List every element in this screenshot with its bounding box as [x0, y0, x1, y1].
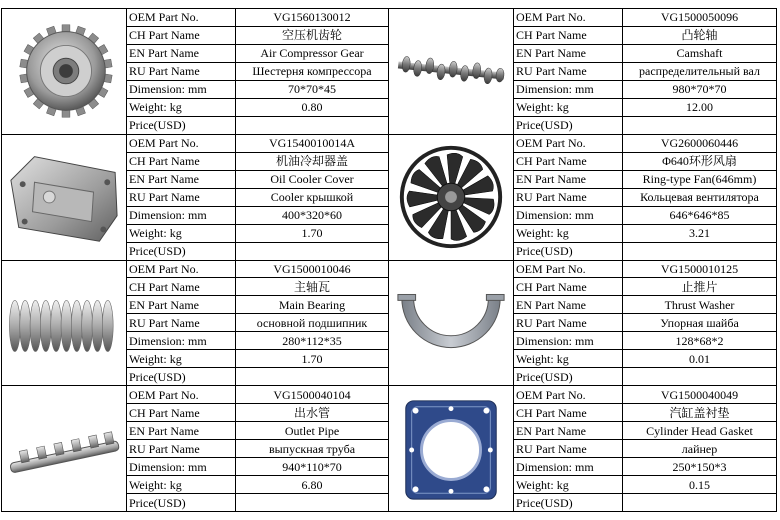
label-en: EN Part Name: [127, 171, 236, 188]
row-dim: [514, 332, 776, 350]
value-dim: 128*68*2: [675, 333, 724, 348]
value-ru: распределительный вал: [639, 64, 760, 79]
value-oem: VG1560130012: [273, 10, 351, 25]
label-oem: OEM Part No.: [514, 261, 623, 278]
value-weight: 1.70: [301, 351, 323, 366]
value-price: [236, 243, 388, 260]
value-en: Cylinder Head Gasket: [646, 423, 753, 438]
row-en: [127, 296, 388, 314]
thrust-washer-icon: [392, 268, 510, 378]
value-price: [623, 494, 776, 511]
row-ru: [514, 189, 776, 207]
value-oem: VG1500040049: [660, 387, 739, 402]
parts-grid: [2, 9, 777, 512]
value-weight: 3.21: [689, 226, 710, 241]
value-ch: 空压机齿轮: [281, 28, 342, 43]
label-oem: OEM Part No.: [514, 386, 623, 403]
value-ch: Φ640环形风扇: [662, 154, 737, 169]
row-price: [514, 494, 776, 511]
value-weight: 0.01: [689, 351, 710, 366]
row-oem: [127, 386, 388, 404]
row-oem: [514, 9, 776, 27]
row-price: [127, 117, 388, 134]
part-card: [388, 8, 777, 135]
row-dim: [127, 458, 388, 476]
value-oem: VG1500040104: [273, 387, 351, 402]
row-oem: [514, 386, 776, 404]
outlet-pipe-icon: [5, 394, 123, 504]
row-dim: [514, 81, 776, 99]
value-en: Ring-type Fan(646mm): [642, 172, 757, 187]
label-ch: CH Part Name: [514, 153, 623, 170]
value-dim: 70*70*45: [288, 82, 336, 97]
value-oem: VG1500010125: [660, 261, 739, 276]
row-oem: [514, 135, 776, 153]
row-dim: [514, 207, 776, 225]
part-card: [388, 134, 777, 261]
row-ru: [514, 440, 776, 458]
row-en: [514, 296, 776, 314]
row-ru: [127, 189, 388, 207]
row-price: [514, 117, 776, 134]
row-ru: [127, 63, 388, 81]
label-weight: Weight: kg: [127, 350, 236, 367]
row-weight: [514, 350, 776, 368]
label-weight: Weight: kg: [514, 99, 623, 116]
value-weight: 6.80: [301, 477, 323, 492]
row-price: [127, 494, 388, 511]
part-card: [1, 385, 389, 512]
label-ru: RU Part Name: [127, 314, 236, 331]
row-oem: [514, 261, 776, 279]
value-price: [236, 494, 388, 511]
label-dim: Dimension: mm: [127, 81, 236, 98]
value-dim: 280*112*35: [282, 333, 342, 348]
value-ru: основной подшипник: [256, 315, 368, 330]
row-dim: [127, 207, 388, 225]
row-en: [514, 45, 776, 63]
label-weight: Weight: kg: [127, 225, 236, 242]
label-weight: Weight: kg: [514, 225, 623, 242]
row-ch: [514, 153, 776, 171]
label-dim: Dimension: mm: [127, 458, 236, 475]
label-price: Price(USD): [514, 368, 623, 385]
part-image: [2, 386, 127, 511]
label-en: EN Part Name: [514, 422, 623, 439]
label-oem: OEM Part No.: [127, 386, 236, 403]
label-en: EN Part Name: [514, 171, 623, 188]
row-dim: [127, 332, 388, 350]
label-ch: CH Part Name: [514, 27, 623, 44]
row-price: [127, 368, 388, 385]
value-ru: Кольцевая вентилятора: [640, 190, 759, 205]
part-image: [389, 9, 514, 134]
label-weight: Weight: kg: [127, 99, 236, 116]
label-weight: Weight: kg: [127, 476, 236, 493]
value-oem: VG2600060446: [660, 136, 739, 151]
row-ch: [127, 278, 388, 296]
value-weight: 1.70: [301, 226, 323, 241]
part-image: [389, 135, 514, 260]
part-image: [2, 9, 127, 134]
value-en: Thrust Washer: [664, 297, 735, 312]
label-ru: RU Part Name: [514, 314, 623, 331]
value-oem: VG1500050096: [660, 10, 739, 25]
row-oem: [127, 9, 388, 27]
label-weight: Weight: kg: [514, 350, 623, 367]
row-ch: [127, 404, 388, 422]
label-price: Price(USD): [127, 243, 236, 260]
row-dim: [514, 458, 776, 476]
label-dim: Dimension: mm: [514, 207, 623, 224]
row-weight: [127, 350, 388, 368]
label-ru: RU Part Name: [514, 63, 623, 80]
label-price: Price(USD): [514, 494, 623, 511]
label-en: EN Part Name: [127, 296, 236, 313]
label-ch: CH Part Name: [127, 153, 236, 170]
row-weight: [514, 225, 776, 243]
row-oem: [127, 261, 388, 279]
label-dim: Dimension: mm: [127, 332, 236, 349]
value-ru: Упорная шайба: [660, 315, 739, 330]
value-price: [623, 368, 776, 385]
part-image: [2, 135, 127, 260]
ring-type-fan-icon: [392, 142, 510, 252]
label-en: EN Part Name: [127, 422, 236, 439]
row-weight: [127, 476, 388, 494]
value-oem: VG1500010046: [273, 261, 351, 276]
row-ch: [514, 278, 776, 296]
value-dim: 980*70*70: [672, 82, 727, 97]
label-price: Price(USD): [514, 117, 623, 134]
label-dim: Dimension: mm: [514, 81, 623, 98]
value-en: Oil Cooler Cover: [270, 172, 354, 187]
label-price: Price(USD): [127, 117, 236, 134]
value-weight: 0.80: [301, 100, 323, 115]
part-card: [1, 134, 389, 261]
camshaft-icon: [392, 16, 510, 126]
row-ch: [514, 404, 776, 422]
row-en: [514, 422, 776, 440]
value-ru: выпускная труба: [268, 441, 356, 456]
part-card: [1, 8, 389, 135]
label-ru: RU Part Name: [127, 440, 236, 457]
part-image: [389, 261, 514, 386]
label-oem: OEM Part No.: [514, 135, 623, 152]
value-dim: 940*110*70: [282, 459, 342, 474]
value-dim: 400*320*60: [282, 208, 342, 223]
label-ch: CH Part Name: [127, 278, 236, 295]
row-en: [127, 422, 388, 440]
value-ru: Cooler крышкой: [270, 190, 354, 205]
label-ch: CH Part Name: [127, 404, 236, 421]
value-en: Camshaft: [676, 46, 723, 61]
label-ch: CH Part Name: [127, 27, 236, 44]
part-card: [1, 260, 389, 387]
value-ch: 主轴瓦: [293, 279, 330, 294]
value-dim: 646*646*85: [669, 208, 730, 223]
value-weight: 0.15: [689, 477, 710, 492]
label-ch: CH Part Name: [514, 278, 623, 295]
part-image: [2, 261, 127, 386]
label-oem: OEM Part No.: [127, 261, 236, 278]
row-ru: [127, 314, 388, 332]
label-en: EN Part Name: [514, 45, 623, 62]
label-ru: RU Part Name: [127, 63, 236, 80]
row-ch: [127, 27, 388, 45]
row-price: [127, 243, 388, 260]
row-en: [514, 171, 776, 189]
value-oem: VG1540010014A: [269, 136, 355, 151]
cylinder-head-gasket-icon: [392, 394, 510, 504]
row-price: [514, 243, 776, 260]
value-en: Outlet Pipe: [284, 423, 340, 438]
value-price: [236, 368, 388, 385]
value-price: [623, 117, 776, 134]
row-ch: [514, 27, 776, 45]
label-ru: RU Part Name: [127, 189, 236, 206]
air-compressor-gear-icon: [5, 16, 123, 126]
row-price: [514, 368, 776, 385]
label-oem: OEM Part No.: [127, 9, 236, 26]
label-price: Price(USD): [127, 494, 236, 511]
label-dim: Dimension: mm: [514, 458, 623, 475]
row-weight: [514, 99, 776, 117]
label-oem: OEM Part No.: [127, 135, 236, 152]
label-dim: Dimension: mm: [514, 332, 623, 349]
value-en: Main Bearing: [278, 297, 346, 312]
value-dim: 250*150*3: [672, 459, 727, 474]
part-image: [389, 386, 514, 511]
oil-cooler-cover-icon: [5, 142, 123, 252]
label-ch: CH Part Name: [514, 404, 623, 421]
value-ch: 止推片: [681, 279, 718, 294]
value-ch: 凸轮轴: [681, 28, 718, 43]
row-ch: [127, 153, 388, 171]
row-weight: [514, 476, 776, 494]
row-en: [127, 45, 388, 63]
part-card: [388, 260, 777, 387]
value-ch: 机油冷却器盖: [275, 154, 348, 169]
label-en: EN Part Name: [127, 45, 236, 62]
label-ru: RU Part Name: [514, 440, 623, 457]
row-dim: [127, 81, 388, 99]
row-oem: [127, 135, 388, 153]
row-en: [127, 171, 388, 189]
part-card: [388, 385, 777, 512]
label-dim: Dimension: mm: [127, 207, 236, 224]
row-ru: [127, 440, 388, 458]
label-en: EN Part Name: [514, 296, 623, 313]
value-en: Air Compressor Gear: [260, 46, 364, 61]
value-ch: 出水管: [293, 405, 330, 420]
row-weight: [127, 99, 388, 117]
value-price: [236, 117, 388, 134]
value-ru: лайнер: [681, 441, 718, 456]
value-ch: 汽缸盖衬垫: [669, 405, 730, 420]
label-price: Price(USD): [514, 243, 623, 260]
label-weight: Weight: kg: [514, 476, 623, 493]
main-bearing-icon: [5, 268, 123, 378]
value-ru: Шестерня компрессора: [252, 64, 372, 79]
label-ru: RU Part Name: [514, 189, 623, 206]
value-weight: 12.00: [686, 100, 713, 115]
label-oem: OEM Part No.: [514, 9, 623, 26]
row-ru: [514, 314, 776, 332]
label-price: Price(USD): [127, 368, 236, 385]
value-price: [623, 243, 776, 260]
row-ru: [514, 63, 776, 81]
row-weight: [127, 225, 388, 243]
